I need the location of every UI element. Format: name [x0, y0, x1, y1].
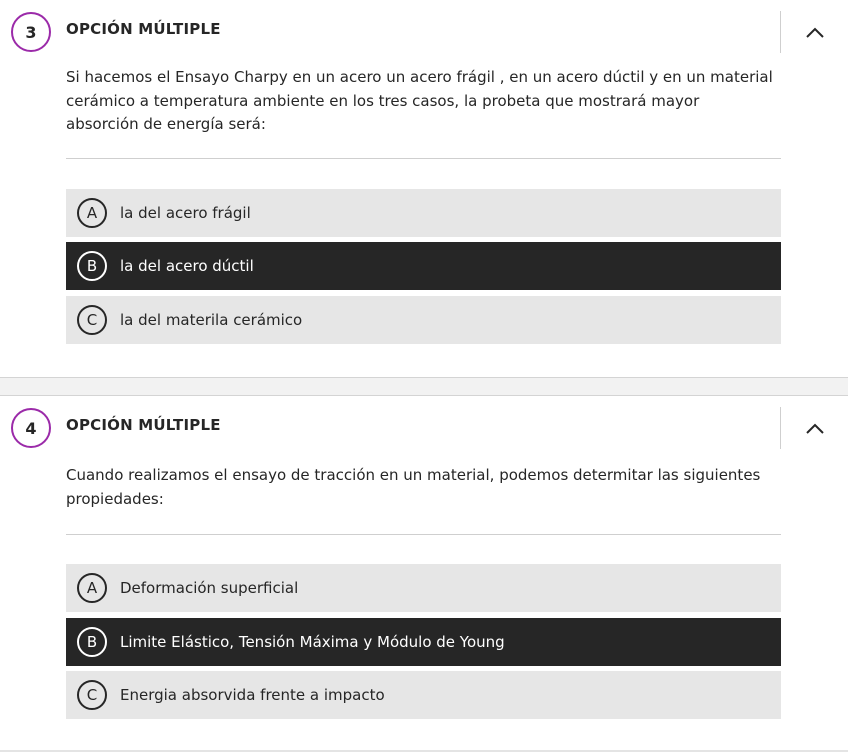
question-text: Cuando realizamos el ensayo de tracción en un material, podemos determitar las siguientes propiedades: — [66, 466, 761, 508]
option-letter-badge: A — [77, 573, 107, 603]
question-number-badge: 3 — [11, 12, 51, 52]
option-text: Energia absorvida frente a impacto — [120, 686, 385, 704]
answer-option-c[interactable] — [66, 671, 781, 719]
header-divider — [780, 11, 781, 53]
collapse-button[interactable] — [797, 412, 833, 444]
answer-option-a[interactable] — [66, 564, 781, 612]
question-separator — [0, 377, 848, 396]
option-text: Deformación superficial — [120, 579, 299, 597]
option-letter-badge: B — [77, 251, 107, 281]
question-type-label: OPCIÓN MÚLTIPLE — [66, 20, 221, 38]
option-letter-badge: C — [77, 305, 107, 335]
answer-option-a[interactable] — [66, 189, 781, 237]
answer-option-b[interactable] — [66, 242, 781, 290]
option-text: la del acero frágil — [120, 204, 251, 222]
chevron-up-icon — [805, 26, 825, 38]
option-text: la del acero dúctil — [120, 257, 254, 275]
question-divider — [66, 534, 781, 535]
question-type-label: OPCIÓN MÚLTIPLE — [66, 416, 221, 434]
header-divider — [780, 407, 781, 449]
option-letter-badge: B — [77, 627, 107, 657]
answer-option-c[interactable] — [66, 296, 781, 344]
option-letter-badge: C — [77, 680, 107, 710]
question-4 — [0, 396, 848, 752]
collapse-button[interactable] — [797, 16, 833, 48]
question-text: Si hacemos el Ensayo Charpy en un acero un acero frágil , en un acero dúctil y en un material cerámico a temperatura ambiente en los tres casos, la probeta que mostrará mayor absorción de energía será: — [66, 68, 773, 133]
option-text: la del materila cerámico — [120, 311, 303, 329]
question-divider — [66, 158, 781, 159]
chevron-up-icon — [805, 422, 825, 434]
option-text: Limite Elástico, Tensión Máxima y Módulo de Young — [120, 633, 505, 651]
option-letter-badge: A — [77, 198, 107, 228]
question-number-badge: 4 — [11, 408, 51, 448]
answer-option-b[interactable] — [66, 618, 781, 666]
